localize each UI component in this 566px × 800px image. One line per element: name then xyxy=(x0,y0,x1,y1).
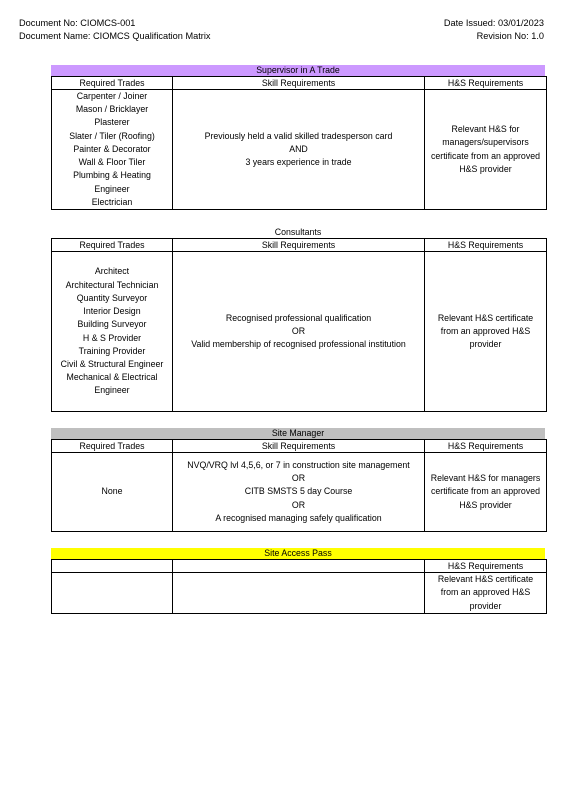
section-title-supervisor: Supervisor in A Trade xyxy=(51,65,545,76)
cell-line: Engineer xyxy=(94,385,130,396)
site-manager-table xyxy=(51,439,547,532)
document-name: Document Name: CIOMCS Qualification Matrix xyxy=(19,31,211,41)
cell-line: Relevant H&S certificate xyxy=(437,312,534,323)
trades-cell xyxy=(52,90,173,210)
cell-line: Mason / Bricklayer xyxy=(75,104,149,115)
document-header-right xyxy=(444,17,544,43)
hs-cell xyxy=(425,573,547,614)
cell-line: Relevant H&S certificate xyxy=(437,574,534,585)
cell-line: OR xyxy=(291,499,306,510)
cell-line: Engineer xyxy=(94,183,130,194)
section-title-consultants: Consultants xyxy=(51,227,545,238)
revision-number: Revision No: 1.0 xyxy=(476,31,544,41)
hs-cell xyxy=(425,453,547,532)
col-header-skills: Skill Requirements xyxy=(173,239,425,252)
section-supervisor xyxy=(51,65,545,210)
cell-line: Architect xyxy=(94,266,130,277)
cell-line: Slater / Tiler (Roofing) xyxy=(69,130,155,141)
cell-line: Interior Design xyxy=(83,306,141,317)
skills-cell xyxy=(173,90,425,210)
col-header-trades: Required Trades xyxy=(52,77,173,90)
cell-line: NVQ/VRQ lvl 4,5,6, or 7 in construction site management xyxy=(187,459,410,470)
hs-cell xyxy=(425,90,547,210)
cell-line: Carpenter / Joiner xyxy=(76,91,148,102)
section-site-access xyxy=(51,548,545,614)
cell-line: OR xyxy=(291,473,306,484)
section-site-manager xyxy=(51,428,545,532)
cell-line: Wall & Floor Tiler xyxy=(78,157,146,168)
cell-line: None xyxy=(101,486,123,497)
cell-line: provider xyxy=(469,339,502,350)
cell-line: provider xyxy=(469,600,502,611)
col-header-empty xyxy=(52,560,173,573)
cell-line: Civil & Structural Engineer xyxy=(60,358,164,369)
trades-cell-empty xyxy=(52,573,173,614)
col-header-skills: Skill Requirements xyxy=(173,77,425,90)
cell-line: A recognised managing safely qualification xyxy=(215,512,382,523)
document-number: Document No: CIOMCS-001 xyxy=(19,18,136,28)
cell-line: Electrician xyxy=(91,196,133,207)
col-header-skills: Skill Requirements xyxy=(173,440,425,453)
trades-cell xyxy=(52,453,173,532)
cell-line: 3 years experience in trade xyxy=(245,157,352,168)
supervisor-table xyxy=(51,76,547,210)
section-title-site-access: Site Access Pass xyxy=(51,548,545,559)
cell-line: Recognised professional qualification xyxy=(225,312,372,323)
trades-cell xyxy=(52,252,173,412)
cell-line: CITB SMSTS 5 day Course xyxy=(244,486,353,497)
cell-line: certificate from an approved xyxy=(430,150,541,161)
cell-line: Architectural Technician xyxy=(65,279,159,290)
cell-line: managers/supervisors xyxy=(442,137,529,148)
skills-cell-empty xyxy=(173,573,425,614)
cell-line: certificate from an approved xyxy=(430,486,541,497)
skills-cell xyxy=(173,453,425,532)
hs-cell xyxy=(425,252,547,412)
col-header-trades: Required Trades xyxy=(52,440,173,453)
col-header-hs: H&S Requirements xyxy=(425,239,547,252)
col-header-hs: H&S Requirements xyxy=(425,560,547,573)
cell-line: from an approved H&S xyxy=(440,325,531,336)
cell-line: Plumbing & Heating xyxy=(73,170,151,181)
skills-cell xyxy=(173,252,425,412)
cell-line: Previously held a valid skilled tradesperson card xyxy=(204,130,393,141)
cell-line: H&S provider xyxy=(459,499,512,510)
col-header-empty xyxy=(173,560,425,573)
document-header-left xyxy=(19,17,210,43)
col-header-hs: H&S Requirements xyxy=(425,440,547,453)
section-title-site-manager: Site Manager xyxy=(51,428,545,439)
cell-line: Quantity Surveyor xyxy=(76,292,148,303)
col-header-trades: Required Trades xyxy=(52,239,173,252)
cell-line: Building Surveyor xyxy=(77,319,147,330)
consultants-table xyxy=(51,238,547,412)
cell-line: Relevant H&S for managers xyxy=(430,473,541,484)
site-access-table xyxy=(51,559,547,614)
cell-line: H & S Provider xyxy=(82,332,142,343)
cell-line: from an approved H&S xyxy=(440,587,531,598)
cell-line: OR xyxy=(291,325,306,336)
cell-line: Training Provider xyxy=(78,345,146,356)
col-header-hs: H&S Requirements xyxy=(425,77,547,90)
cell-line: Painter & Decorator xyxy=(73,143,151,154)
cell-line: Valid membership of recognised professional institution xyxy=(191,339,406,350)
cell-line: Mechanical & Electrical xyxy=(66,372,158,383)
section-consultants xyxy=(51,227,545,412)
cell-line: Plasterer xyxy=(94,117,130,128)
date-issued: Date Issued: 03/01/2023 xyxy=(443,18,544,28)
cell-line: Relevant H&S for xyxy=(451,124,520,135)
cell-line: H&S provider xyxy=(459,163,512,174)
cell-line: AND xyxy=(289,143,308,154)
